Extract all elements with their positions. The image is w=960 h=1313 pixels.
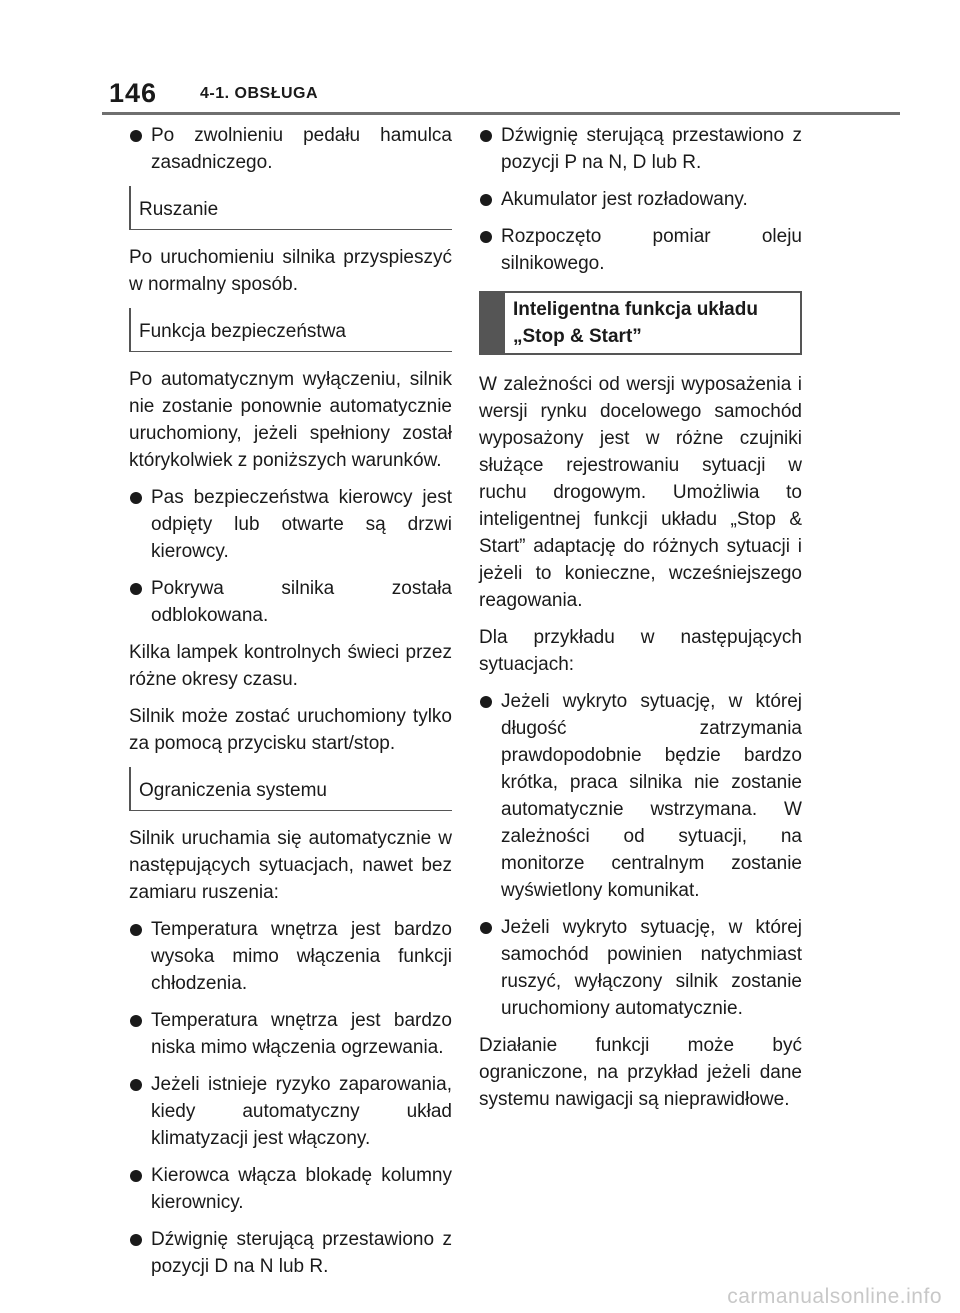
header-divider	[102, 112, 900, 115]
list-item: Pas bezpieczeństwa kierowcy jest odpięty lub otwarte są drzwi kierowcy.	[129, 484, 452, 565]
paragraph: Silnik może zostać uruchomiony tylko za pomocą przycisku start/stop.	[129, 706, 452, 754]
bullet-icon	[130, 924, 142, 936]
paragraph: Po automatycznym wyłączeniu, silnik nie zostanie ponownie automatycznie uruchomiony, jeżeli spełniony został którykolwiek z poniższych warunków.	[129, 369, 452, 471]
subheading-ograniczenia-systemu: Ograniczenia systemu	[129, 767, 452, 811]
list-item: Jeżeli wykryto sytuację, w której samochód powinien natychmiast ruszyć, wyłączony silnik zostanie uruchomiony automatycznie.	[479, 914, 802, 1022]
bullet-icon	[480, 130, 492, 142]
feature-heading-box	[479, 291, 802, 355]
list-item: Po zwolnieniu pedału hamulca zasadniczego.	[129, 122, 452, 176]
feature-heading-title: Inteligentna funkcja układu „Stop & Start”	[513, 299, 758, 347]
list-item: Jeżeli wykryto sytuację, w której długość zatrzymania prawdopodobnie będzie bardzo krótka, praca silnika nie zostanie automatycznie wstrzymana. W zależności od sytuacji, na monitorze centralnym zostanie wyświetlony komunikat.	[479, 688, 802, 904]
bullet-list-situations	[479, 688, 802, 1022]
list-item: Dźwignię sterującą przestawiono z pozycji D na N lub R.	[129, 1226, 452, 1280]
left-column	[129, 122, 452, 1290]
bullet-icon	[480, 696, 492, 708]
watermark: carmanualsonline.info	[727, 1285, 942, 1308]
page-number: 146	[109, 78, 158, 108]
subheading-ruszanie: Ruszanie	[129, 186, 452, 230]
paragraph: Po uruchomieniu silnika przyspieszyć w normalny sposób.	[129, 247, 452, 295]
bullet-icon	[130, 1234, 142, 1246]
list-item: Pokrywa silnika została odblokowana.	[129, 575, 452, 629]
paragraph: Kilka lampek kontrolnych świeci przez różne okresy czasu.	[129, 642, 452, 690]
bullet-icon	[480, 194, 492, 206]
bullet-icon	[480, 922, 492, 934]
bullet-icon	[130, 1015, 142, 1027]
bullet-list-conditions	[129, 484, 452, 629]
bullet-icon	[130, 1170, 142, 1182]
paragraph: Działanie funkcji może być ograniczone, na przykład jeżeli dane systemu nawigacji są nieprawidłowe.	[479, 1035, 802, 1110]
list-item: Rozpoczęto pomiar oleju silnikowego.	[479, 223, 802, 277]
list-item: Jeżeli istnieje ryzyko zaparowania, kiedy automatyczny układ klimatyzacji jest włączony.	[129, 1071, 452, 1152]
paragraph: Silnik uruchamia się automatycznie w następujących sytuacjach, nawet bez zamiaru ruszenia:	[129, 828, 452, 903]
bullet-icon	[130, 492, 142, 504]
bullet-icon	[130, 1079, 142, 1091]
heading-bar	[481, 293, 505, 353]
paragraph: W zależności od wersji wyposażenia i wersji rynku docelowego samochód wyposażony jest w różne czujniki służące rejestrowaniu sytuacji w ruchu drogowym. Umożliwia to inteligentnej funkcji układu „Stop & Start” adaptację do różnych sytuacji i jeżeli to konieczne, wcześniejszego reagowania.	[479, 374, 802, 611]
bullet-icon	[480, 231, 492, 243]
bullet-list-continued	[479, 122, 802, 277]
list-item: Akumulator jest rozładowany.	[479, 186, 802, 213]
bullet-icon	[130, 130, 142, 142]
bullet-icon	[130, 583, 142, 595]
paragraph: Dla przykładu w następujących sytuacjach:	[479, 627, 802, 675]
section-title: 4-1. OBSŁUGA	[200, 85, 319, 102]
list-item: Dźwignię sterującą przestawiono z pozycji P na N, D lub R.	[479, 122, 802, 176]
bullet-list-top	[129, 122, 452, 176]
right-column	[479, 122, 802, 1123]
list-item: Kierowca włącza blokadę kolumny kierownicy.	[129, 1162, 452, 1216]
bullet-list-auto-start	[129, 916, 452, 1280]
page-header	[0, 0, 960, 120]
list-item: Temperatura wnętrza jest bardzo wysoka mimo włączenia funkcji chłodzenia.	[129, 916, 452, 997]
list-item: Temperatura wnętrza jest bardzo niska mimo włączenia ogrzewania.	[129, 1007, 452, 1061]
subheading-funkcja-bezpieczenstwa: Funkcja bezpieczeństwa	[129, 308, 452, 352]
